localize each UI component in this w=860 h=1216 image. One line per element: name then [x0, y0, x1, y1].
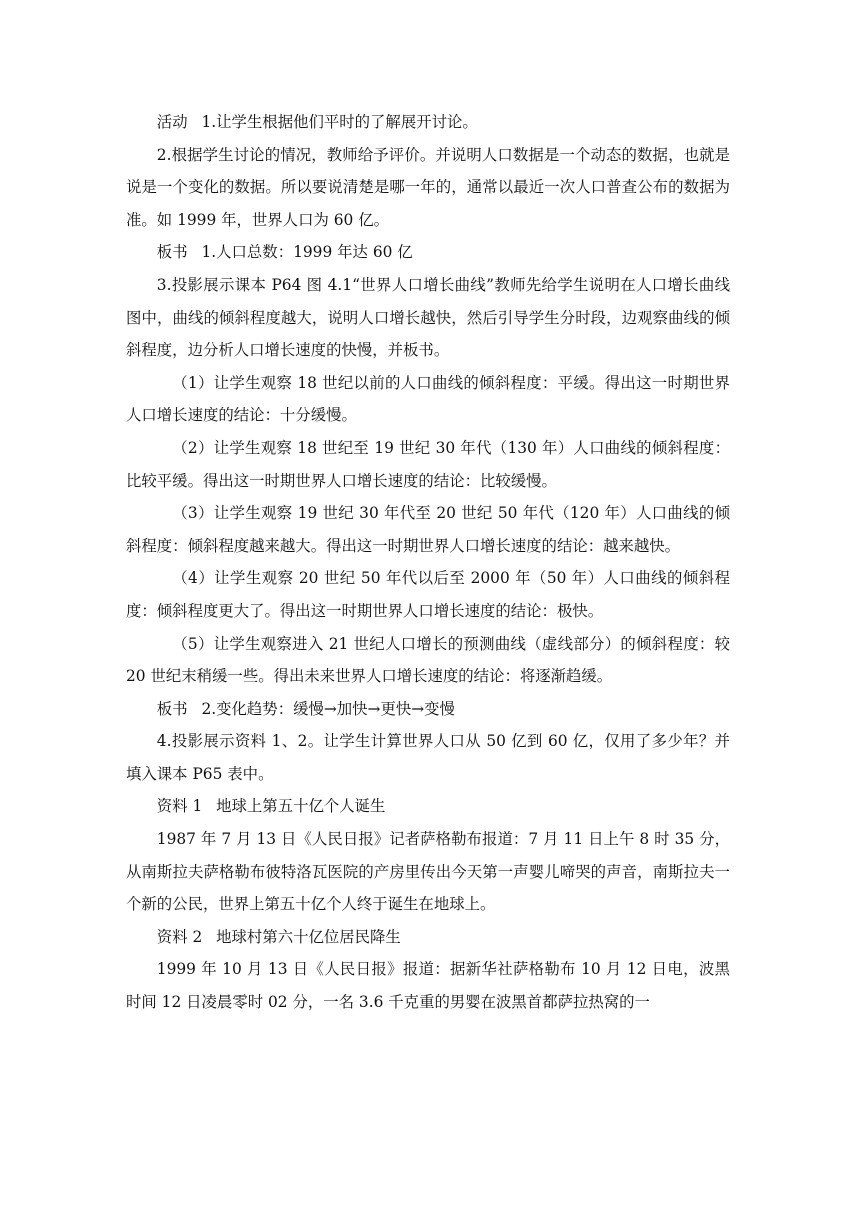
paragraph-label: 资料 1 [156, 797, 203, 816]
paragraph-text: （5）让学生观察进入 21 世纪人口增长的预测曲线（虚线部分）的倾斜程度：较 20 世纪末稍缓一些。得出未来世界人口增长速度的结论：将逐渐趋缓。 [126, 634, 730, 686]
observation-item-1 [126, 367, 730, 432]
paragraph-text: 地球上第五十亿个人诞生 [216, 797, 386, 816]
document-body [126, 106, 730, 1019]
paragraph-text: （3）让学生观察 19 世纪 30 年代至 20 世纪 50 年代（120 年）人口曲线的倾斜程度：倾斜程度越来越大。得出这一时期世界人口增长速度的结论：越来越快。 [126, 504, 730, 555]
projection-paragraph [126, 269, 730, 367]
paragraph-label: 板书 [156, 699, 188, 718]
paragraph-text: （2）让学生观察 18 世纪至 19 世纪 30 年代（130 年）人口曲线的倾斜程度：比较平缓。得出这一时期世界人口增长速度的结论：比较缓慢。 [126, 438, 730, 490]
material-1-heading [126, 790, 730, 823]
board-note-paragraph [126, 236, 730, 269]
paragraph-text: 地球村第六十亿位居民降生 [216, 927, 401, 946]
paragraph-text: 1987 年 7 月 13 日《人民日报》记者萨格勒布报道：7 月 11 日上午 8 时 35 分，从南斯拉夫萨格勒布彼特洛瓦医院的产房里传出今天第一声婴儿啼哭的声音，南斯拉夫一个新的公民，世界上第五十亿个人终于诞生在地球上。 [126, 830, 730, 914]
observation-item-3 [126, 497, 730, 562]
paragraph-label: 板书 [156, 243, 188, 262]
paragraph-label: 资料 2 [156, 927, 203, 946]
observation-item-2 [126, 432, 730, 497]
paragraph-text: （1）让学生观察 18 世纪以前的人口曲线的倾斜程度：平缓。得出这一时期世界人口增长速度的结论：十分缓慢。 [126, 373, 730, 425]
materials-paragraph [126, 725, 730, 790]
paragraph-text: 1.人口总数：1999 年达 60 亿 [201, 243, 413, 262]
paragraph-text: 1.让学生根据他们平时的了解展开讨论。 [201, 113, 478, 131]
paragraph-text: 4.投影展示资料 1、2。让学生计算世界人口从 50 亿到 60 亿，仅用了多少年？并填入课本 P65 表中。 [126, 732, 730, 783]
paragraph-text: 1999 年 10 月 13 日《人民日报》报道：据新华社萨格勒布 10 月 12 日电，波黑时间 12 日凌晨零时 02 分，一名 3.6 千克重的男婴在波黑首都萨拉热窝的一 [126, 960, 730, 1012]
material-2-body [126, 953, 730, 1018]
paragraph-text: 2.根据学生讨论的情况，教师给予评价。并说明人口数据是一个动态的数据，也就是说是一个变化的数据。所以要说清楚是哪一年的，通常以最近一次人口普查公布的数据为准。如 1999 年，世界人口为 60 亿。 [126, 145, 730, 229]
paragraph-label: 活动 [156, 113, 188, 131]
paragraph-text: 2.变化趋势：缓慢→加快→更快→变慢 [201, 699, 455, 718]
board-note-paragraph [126, 693, 730, 726]
observation-item-4 [126, 562, 730, 627]
paragraph-text: 3.投影展示课本 P64 图 4.1“世界人口增长曲线”教师先给学生说明在人口增长曲线图中，曲线的倾斜程度越大，说明人口增长越快，然后引导学生分时段，边观察曲线的倾斜程度，边分析人口增长速度的快慢，并板书。 [126, 275, 730, 360]
teacher-evaluation-paragraph [126, 139, 730, 237]
material-2-heading [126, 921, 730, 954]
activity-paragraph [126, 106, 730, 139]
paragraph-text: （4）让学生观察 20 世纪 50 年代以后至 2000 年（50 年）人口曲线的倾斜程度：倾斜程度更大了。得出这一时期世界人口增长速度的结论：极快。 [126, 569, 730, 620]
material-1-body [126, 823, 730, 921]
observation-item-5 [126, 628, 730, 693]
